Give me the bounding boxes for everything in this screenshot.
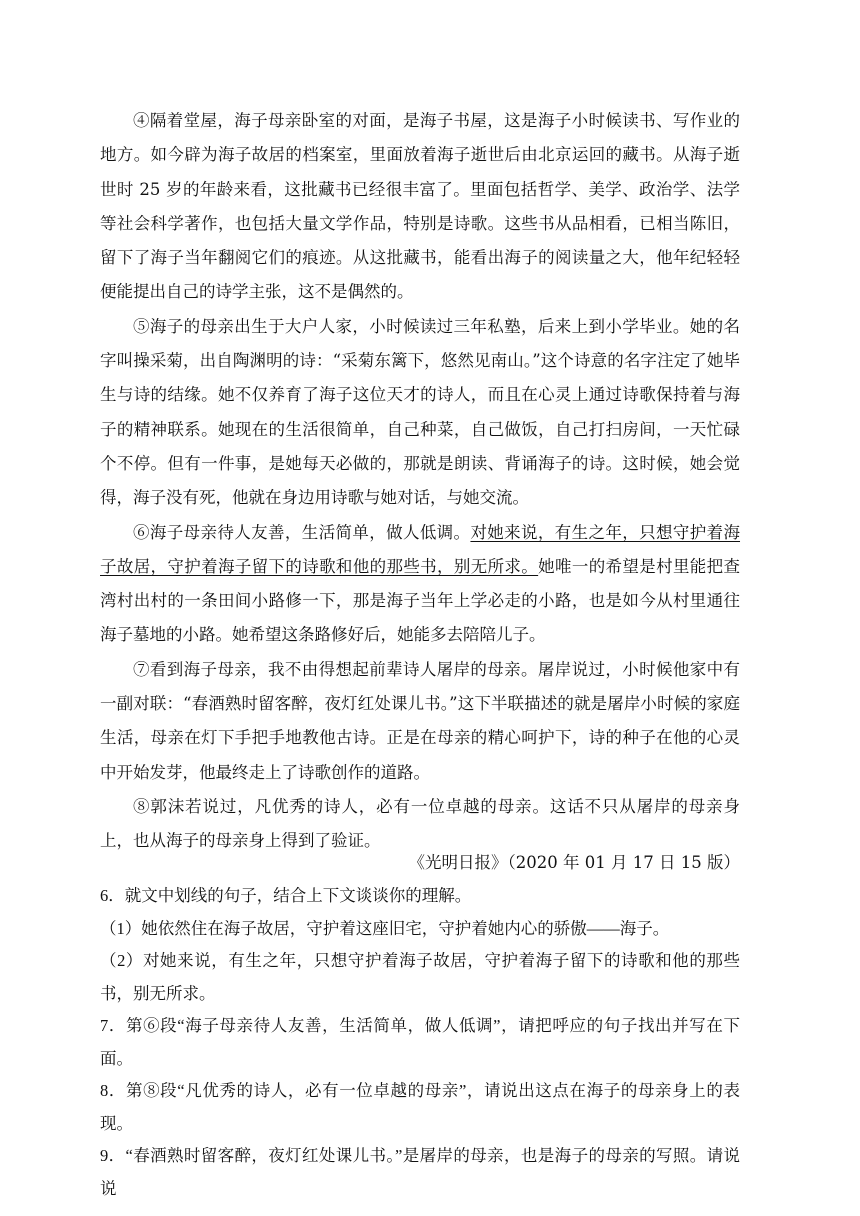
paragraph-4: ④隔着堂屋，海子母亲卧室的对面，是海子书屋，这是海子小时候读书、写作业的地方。如今辟为海子故居的档案室，里面放着海子逝世后由北京运回的藏书。从海子逝世时 25 岁的年龄来看，这批藏书已经很丰富了。里面包括哲学、美学、政治学、法学等社会科学著作，也包括大量文学作品，特别是诗歌。这些书从品相看，已相当陈旧，留下了海子当年翻阅它们的痕迹。从这批藏书，能看出海子的阅读量之大，他年纪轻轻便能提出自己的诗学主张，这不是偶然的。 — [100, 111, 740, 302]
article-passage — [100, 104, 740, 859]
paragraph-6 — [100, 516, 740, 653]
question-8: 8．第⑧段“凡优秀的诗人，必有一位卓越的母亲”，请说出这点在海子的母亲身上的表现。 — [100, 1081, 740, 1133]
source-citation: 《光明日报》（2020 年 01 月 17 日 15 版） — [408, 853, 740, 872]
question-6-option-2: （2）对她来说，有生之年，只想守护着海子故居，守护着海子留下的诗歌和他的那些书，别无所求。 — [100, 951, 740, 1003]
paragraph-6-rest: 她唯一的希望是村里能把查湾村出村的一条田间小路修一下，那是海子当年上学必走的小路，也是如今从村里通往海子墓地的小路。她希望这条路修好后，她能多去陪陪儿子。 — [100, 556, 741, 645]
question-6-option-1: （1）她依然住在海子故居，守护着这座旧宅，守护着她内心的骄傲——海子。 — [100, 918, 670, 938]
paragraph-7: ⑦看到海子母亲，我不由得想起前辈诗人屠岸的母亲。屠岸说过，小时候他家中有一副对联：“春酒熟时留客醉，夜灯红处课儿书。”这下半联描述的就是屠岸小时候的家庭生活，母亲在灯下手把手地教他古诗。正是在母亲的精心呵护下，诗的种子在他的心灵中开始发芽，他最终走上了诗歌创作的道路。 — [100, 659, 740, 782]
paragraph-6-lead: ⑥海子母亲待人友善，生活简单，做人低调。 — [133, 522, 471, 542]
paragraph-8: ⑧郭沫若说过，凡优秀的诗人，必有一位卓越的母亲。这话不只从屠岸的母亲身上，也从海子的母亲身上得到了验证。 — [100, 796, 740, 851]
question-6: 6．就文中划线的句子，结合上下文谈谈你的理解。 — [100, 886, 472, 905]
paragraph-5: ⑤海子的母亲出生于大户人家，小时候读过三年私塾，后来上到小学毕业。她的名字叫操采菊，出自陶渊明的诗：“采菊东篱下，悠然见南山。”这个诗意的名字注定了她毕生与诗的结缘。她不仅养育了海子这位天才的诗人，而且在心灵上通过诗歌保持着与海子的精神联系。她现在的生活很简单，自己种菜，自己做饭，自己打扫房间，一天忙碌个不停。但有一件事，是她每天必做的，那就是朗读、背诵海子的诗。这时候，她会觉得，海子没有死，他就在身边用诗歌与她对话，与她交流。 — [100, 316, 740, 508]
question-list — [100, 880, 740, 1205]
question-9: 9．“春酒熟时留客醉，夜灯红处课儿书。”是屠岸的母亲，也是海子的母亲的写照。请说说 — [100, 1146, 740, 1198]
question-7: 7．第⑥段“海子母亲待人友善，生活简单，做人低调”，请把呼应的句子找出并写在下面。 — [100, 1016, 740, 1068]
underlined-sentence: 对她来说，有生之年，只想守护着海子故居，守护着海子留下的诗歌和他的那些书，别无所求。 — [100, 522, 741, 576]
